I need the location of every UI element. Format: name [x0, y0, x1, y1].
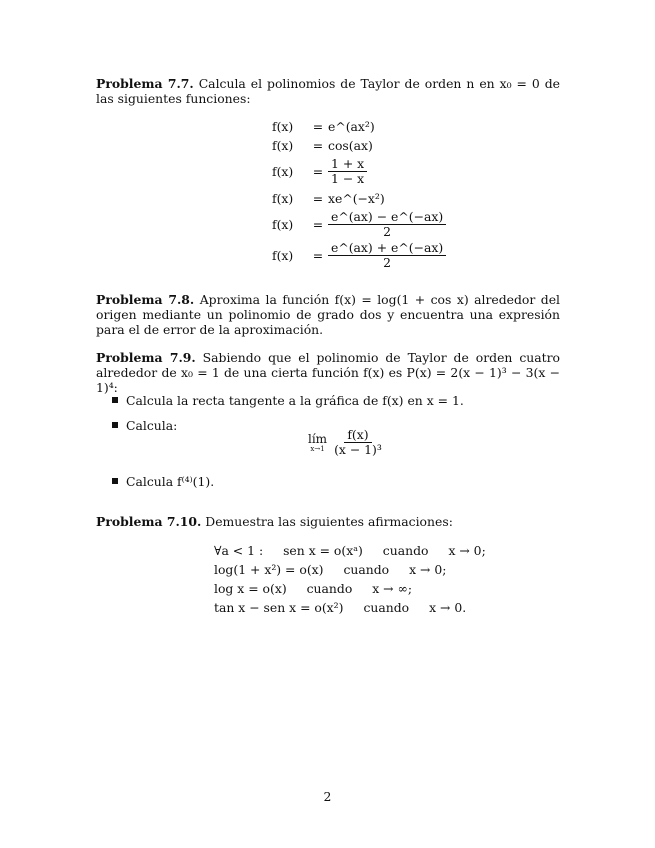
- function-1: e^(ax²): [328, 119, 375, 134]
- problem-7-10-text: Demuestra las siguientes afirmaciones:: [205, 514, 453, 529]
- problem-7-10: [96, 514, 560, 529]
- claim-4: tan x − sen x = o(x²) cuando x → 0.: [214, 600, 467, 615]
- problem-7-7-text: Calcula el polinomios de Taylor de orden n en x₀ = 0 de las siguientes funciones:: [96, 76, 560, 106]
- problem-7-7: [96, 76, 560, 106]
- page-number: 2: [323, 789, 332, 804]
- problem-7-8-text: Aproxima la función f(x) = log(1 + cos x) alrededor del origen mediante un polinomio de grado dos y encuentra una expresión para el de error de la aproximación.: [96, 292, 560, 337]
- function-row-4: f(x) = xe^(−x²): [272, 190, 385, 206]
- problem-7-9: [96, 350, 560, 395]
- bullet-square-icon: [112, 422, 118, 428]
- problem-7-9-text: Sabiendo que el polinomio de Taylor de orden cuatro alrededor de x₀ = 1 de una cierta función f(x) es P(x) = 2(x − 1)³ − 3(x − 1)⁴:: [96, 350, 561, 395]
- function-row-5: f(x) = $\frac{e\^{}(ax) - e\^{}(-ax)}{2}$: [272, 209, 446, 240]
- claim-1: ∀a < 1 : sen x = o(xᵃ) cuando x → 0;: [214, 543, 486, 558]
- claims-list: [214, 541, 486, 617]
- limit-expression: lím x→1 $\frac{f(x)}{\text{(x − 1)³}}$: [308, 428, 385, 457]
- problem-7-8-title: Problema 7.8.: [96, 292, 195, 307]
- bullet-square-icon: [112, 397, 118, 403]
- function-5-fraction: $\frac{e\^{}(ax) - e\^{}(-ax)}{2}$: [328, 210, 446, 239]
- function-6-fraction: $\frac{e\^{}(ax) + e\^{}(-ax)}{2}$: [328, 241, 446, 270]
- function-row-6: f(x) = $\frac{e\^{}(ax) + e\^{}(-ax)}{2}$: [272, 240, 446, 271]
- problem-7-10-title: Problema 7.10.: [96, 514, 202, 529]
- function-row-3: f(x) = $\frac{1 + x}{1 - x}$: [272, 155, 446, 187]
- problem-7-9-title: Problema 7.9.: [96, 350, 196, 365]
- claim-3: log x = o(x) cuando x → ∞;: [214, 581, 412, 596]
- limit-fraction: $\frac{f(x)}{\text{(x − 1)³}}$: [334, 427, 382, 457]
- function-row-2: f(x) = cos(ax): [272, 138, 373, 153]
- function-3-fraction: $\frac{1 + x}{1 - x}$: [328, 157, 367, 186]
- bullet-item-1: Calcula la recta tangente a la gráfica de f(x) en x = 1.: [112, 393, 552, 408]
- bullet-square-icon: [112, 478, 118, 484]
- bullet-item-2: Calcula:: [112, 418, 552, 433]
- claim-2: log(1 + x²) = o(x) cuando x → 0;: [214, 562, 447, 577]
- bullet-item-3: Calcula f⁽⁴⁾(1).: [112, 474, 552, 489]
- function-4: xe^(−x²): [328, 190, 385, 206]
- problem-7-8: [96, 292, 560, 337]
- function-row-1: f(x) = e^(ax²): [272, 119, 375, 134]
- function-2: cos(ax): [328, 138, 373, 153]
- taylor-functions-list: [272, 117, 446, 271]
- problem-7-7-title: Problema 7.7.: [96, 76, 194, 91]
